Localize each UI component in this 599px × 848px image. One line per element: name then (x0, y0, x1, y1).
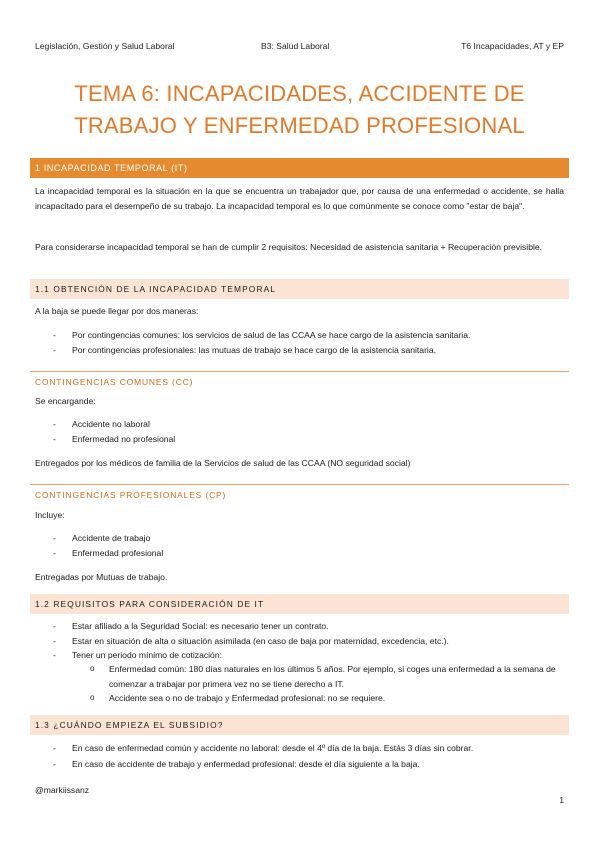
section-heading-obtencion: 1.1 OBTENCIÓN DE LA INCAPACIDAD TEMPORAL (30, 279, 569, 299)
dash-marker: - (53, 621, 56, 631)
dash-marker: - (53, 636, 56, 646)
paragraph-cp-note: Entregadas por Mutuas de trabajo. (35, 572, 168, 582)
subsection-heading-cp: CONTINGENCIAS PROFESIONALES (CP) (35, 490, 227, 500)
dash-marker: - (53, 434, 56, 444)
circle-marker: o (90, 664, 95, 673)
divider (30, 371, 569, 372)
list-item-text: Por contingencias comunes: los servicios de salud de las CCAA se hace cargo de la asistencia sanitaria. (72, 330, 471, 340)
list-item-text: Tener un periodo mínimo de cotización: (72, 650, 222, 660)
header-center: B3: Salud Laboral (261, 41, 330, 51)
list-item-text: Enfermedad no profesional (72, 434, 176, 444)
paragraph-it-requirements: Para considerarse incapacidad temporal se han de cumplir 2 requisitos: Necesidad de asistencia sanitaria + Recuperación previsible. (35, 242, 543, 252)
list-item-text: Estar en situación de alta o situación asimilada (en caso de baja por maternidad, excedencia, etc.). (72, 636, 449, 646)
paragraph-obtencion-intro: A la baja se puede llegar por dos maneras: (35, 306, 199, 316)
section-heading-requisitos: 1.2 REQUISITOS PARA CONSIDERACIÓN DE IT (30, 594, 569, 614)
paragraph-cc-note: Entregados por los médicos de familia de la Servicios de salud de las CCAA (NO seguridad social) (35, 458, 411, 468)
dash-marker: - (53, 533, 56, 543)
paragraph-cc-intro: Se encargande: (35, 396, 96, 406)
document-title (20, 78, 579, 142)
divider (30, 484, 569, 485)
header-right: T6 Incapacidades, AT y EP (461, 41, 564, 51)
dash-marker: - (53, 548, 56, 558)
dash-marker: - (53, 419, 56, 429)
section-heading-it: 1 INCAPACIDAD TEMPORAL (IT) (30, 158, 569, 178)
paragraph-it-definition: La incapacidad temporal es la situación en la que se encuentra un trabajador que, por causa de una enfermedad o accidente, se halla incapacitado para el desempeño de su trabajo. La incapacidad temporal es lo que comúnmente se conoce como "estar de baja". (35, 186, 564, 211)
page-header (35, 41, 564, 53)
footer-author: @markiissanz (35, 785, 90, 795)
page-number: 1 (559, 795, 564, 805)
dash-marker: - (53, 759, 56, 769)
dash-marker: - (53, 743, 56, 753)
list-item-text: Por contingencias profesionales: las mutuas de trabajo se hace cargo de la asistencia sanitaria. (72, 345, 437, 355)
list-item-text: Estar afiliado a la Seguridad Social: es necesario tener un contrato. (72, 621, 329, 631)
list-item-text: En caso de accidente de trabajo y enfermedad profesional: desde el día siguiente a la baja. (72, 759, 420, 769)
paragraph-cp-intro: Incluye: (35, 510, 65, 520)
title-line-2: TRABAJO Y ENFERMEDAD PROFESIONAL (74, 113, 525, 138)
section-heading-subsidio: 1.3 ¿CUÁNDO EMPIEZA EL SUBSIDIO? (30, 715, 569, 735)
dash-marker: - (53, 345, 56, 355)
dash-marker: - (53, 650, 56, 660)
list-item-text: Accidente de trabajo (72, 533, 151, 543)
circle-marker: o (90, 693, 95, 702)
list-item-text: Enfermedad profesional (72, 548, 164, 558)
list-item-text: En caso de enfermedad común y accidente no laboral: desde el 4º día de la baja. Estás 3 días sin cobrar. (72, 743, 474, 753)
dash-marker: - (53, 330, 56, 340)
sub-list-item-text: Accidente sea o no de trabajo y Enfermedad profesional: no se requiere. (109, 693, 386, 703)
list-item-text: Accidente no laboral (72, 419, 150, 429)
subsection-heading-cc: CONTINGENCIAS COMUNES (CC) (35, 377, 194, 387)
title-line-1: TEMA 6: INCAPACIDADES, ACCIDENTE DE (74, 81, 525, 106)
sub-list-item-text: Enfermedad común: 180 días naturales en los últimos 5 años. Por ejemplo, si coges una enfermedad a la semana de comenzar a trabajar por primera vez no se tiene derecho a IT. (109, 664, 556, 689)
header-left: Legislación, Gestión y Salud Laboral (35, 41, 175, 51)
